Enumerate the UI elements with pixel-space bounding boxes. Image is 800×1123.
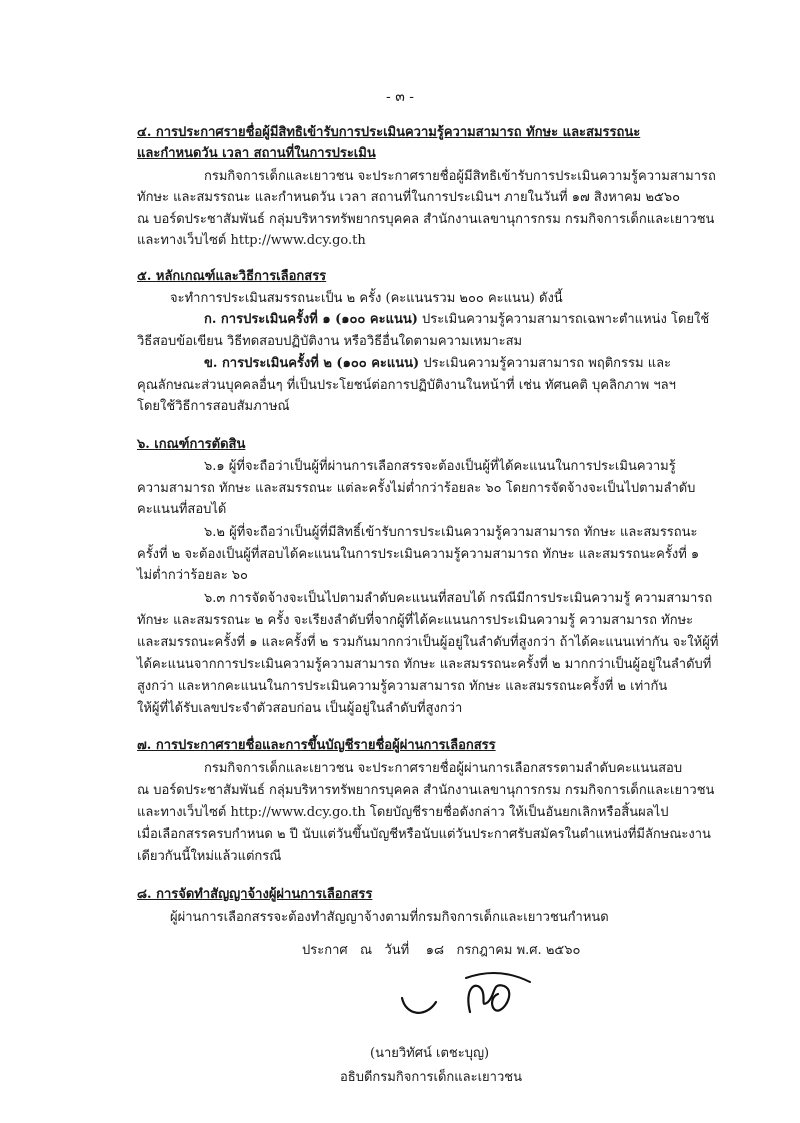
section4-text: ณ บอร์ดประชาสัมพันธ์ กลุ่มบริหารทรัพยากรบุคคล สำนักงานเลขานุการกรม กรมกิจการเด็กและเยาวชน	[137, 212, 715, 227]
section6-text: ความสามารถ ทักษะ และสมรรถนะ แต่ละครั้งไม่ต่ำกว่าร้อยละ ๖๐ โดยการจัดจ้างจะเป็นไปตามลำดับ	[137, 481, 696, 496]
announcement-date: ประกาศ ณ วันที่ ๑๘ กรกฎาคม พ.ศ. ๒๕๖๐	[302, 943, 581, 958]
section6-text: ๖.๒ ผู้ที่จะถือว่าเป็นผู้ที่มีสิทธิ์เข้ารับการประเมินความรู้ความสามารถ ทักษะ และสมรรถนะ	[204, 525, 698, 540]
signer-title: อธิบดีกรมกิจการเด็กและเยาวชน	[340, 1070, 522, 1085]
section6-heading: ๖. เกณฑ์การตัดสิน	[137, 437, 246, 452]
section5-item-a	[204, 311, 709, 329]
section6-text: และสมรรถนะครั้งที่ ๑ และครั้งที่ ๒ รวมกันมากกว่าเป็นผู้อยู่ในลำดับที่สูงกว่า ถ้าได้คะแนนเท่ากัน จะให้ผู้ที่	[137, 635, 719, 650]
section6-text: ๖.๓ การจัดจ้างจะเป็นไปตามลำดับคะแนนที่สอบได้ กรณีมีการประเมินความรู้ ความสามารถ	[204, 591, 713, 606]
section4-text: ทักษะ และสมรรถนะ และกำหนดวัน เวลา สถานที่ในการประเมินฯ ภายในวันที่ ๑๗ สิงหาคม ๒๕๖๐	[137, 190, 681, 205]
section7-text: เดียวกันนี้ใหม่แล้วแต่กรณี	[137, 849, 282, 864]
section4-heading: ๔. การประกาศรายชื่อผู้มีสิทธิเข้ารับการประเมินความรู้ความสามารถ ทักษะ และสมรรถนะ	[137, 125, 641, 140]
item-b-title: ข. การประเมินครั้งที่ ๒ (๑๐๐ คะแนน)	[204, 356, 420, 371]
section6-text: ทักษะ และสมรรถนะ ๒ ครั้ง จะเรียงลำดับที่จากผู้ที่ได้คะแนนการประเมินความรู้ ความสามารถ ทักษะ	[137, 613, 694, 628]
item-b-text: ประเมินความรู้ความสามารถ พฤติกรรม และ	[419, 356, 672, 371]
section5-item-b	[204, 355, 671, 373]
section6-text: ครั้งที่ ๒ จะต้องเป็นผู้ที่สอบได้คะแนนในการประเมินความรู้ความสามารถ ทักษะ และสมรรถนะครั้งที่ ๑	[137, 547, 700, 562]
section6-text: ให้ผู้ที่ได้รับเลขประจำตัวสอบก่อน เป็นผู้อยู่ในลำดับที่สูงกว่า	[137, 701, 463, 716]
section4-text: และทางเว็บไซต์ http://www.dcy.go.th	[137, 233, 366, 248]
section7-heading: ๗. การประกาศรายชื่อและการขึ้นบัญชีรายชื่อผู้ผ่านการเลือกสรร	[137, 738, 496, 753]
item-a-text: ประเมินความรู้ความสามารถเฉพาะตำแหน่ง โดยใช้	[417, 312, 710, 327]
section5-intro: จะทำการประเมินสมรรถนะเป็น ๒ ครั้ง (คะแนนรวม ๒๐๐ คะแนน) ดังนี้	[170, 291, 563, 306]
section7-text: เมื่อเลือกสรรครบกำหนด ๒ ปี นับแต่วันขึ้นบัญชีหรือนับแต่วันประกาศรับสมัครในตำแหน่งที่มีลักษณะงาน	[137, 827, 711, 842]
section6-text: ได้คะแนนจากการประเมินความรู้ความสามารถ ทักษะ และสมรรถนะครั้งที่ ๒ มากกว่าเป็นผู้อยู่ในลำดับที่	[137, 657, 712, 672]
section5-text: วิธีสอบข้อเขียน วิธีทดสอบปฏิบัติงาน หรือวิธีอื่นใดตามความเหมาะสม	[137, 334, 523, 349]
signature	[392, 968, 542, 1028]
section6-text: ไม่ต่ำกว่าร้อยละ ๖๐	[137, 568, 248, 583]
section8-text: ผู้ผ่านการเลือกสรรจะต้องทำสัญญาจ้างตามที่กรมกิจการเด็กและเยาวชนกำหนด	[170, 910, 609, 925]
item-a-title: ก. การประเมินครั้งที่ ๑ (๑๐๐ คะแนน)	[204, 312, 418, 327]
section6-text: สูงกว่า และหากคะแนนในการประเมินความรู้ความสามารถ ทักษะ และสมรรถนะครั้งที่ ๒ เท่ากัน	[137, 679, 668, 694]
section4-heading-cont: และกำหนดวัน เวลา สถานที่ในการประเมิน	[137, 146, 376, 161]
section7-text: ณ บอร์ดประชาสัมพันธ์ กลุ่มบริหารทรัพยากรบุคคล สำนักงานเลขานุการกรม กรมกิจการเด็กและเยาวชน	[137, 783, 715, 798]
section6-text: ๖.๑ ผู้ที่จะถือว่าเป็นผู้ที่ผ่านการเลือกสรรจะต้องเป็นผู้ที่ได้คะแนนในการประเมินความรู้	[204, 459, 676, 474]
page-number: - ๓ -	[386, 89, 414, 105]
signer-name: (นายวิทัศน์ เตชะบุญ)	[370, 1046, 490, 1061]
section7-text: และทางเว็บไซต์ http://www.dcy.go.th โดยบัญชีรายชื่อดังกล่าว ให้เป็นอันยกเลิกหรือสิ้นผลไป	[137, 805, 669, 820]
section7-text: กรมกิจการเด็กและเยาวชน จะประกาศรายชื่อผู้ผ่านการเลือกสรรตามลำดับคะแนนสอบ	[204, 761, 683, 776]
section5-text: โดยใช้วิธีการสอบสัมภาษณ์	[137, 399, 290, 414]
section8-heading: ๘. การจัดทำสัญญาจ้างผู้ผ่านการเลือกสรร	[137, 887, 373, 902]
section5-text: คุณลักษณะส่วนบุคคลอื่นๆ ที่เป็นประโยชน์ต่อการปฏิบัติงานในหน้าที่ เช่น ทัศนคติ บุคลิกภาพ ฯลฯ	[137, 378, 676, 393]
section5-heading: ๕. หลักเกณฑ์และวิธีการเลือกสรร	[137, 269, 327, 284]
section4-text: กรมกิจการเด็กและเยาวชน จะประกาศรายชื่อผู้มีสิทธิเข้ารับการประเมินความรู้ความสามารถ	[204, 169, 716, 184]
section6-text: คะแนนที่สอบได้	[137, 502, 227, 517]
